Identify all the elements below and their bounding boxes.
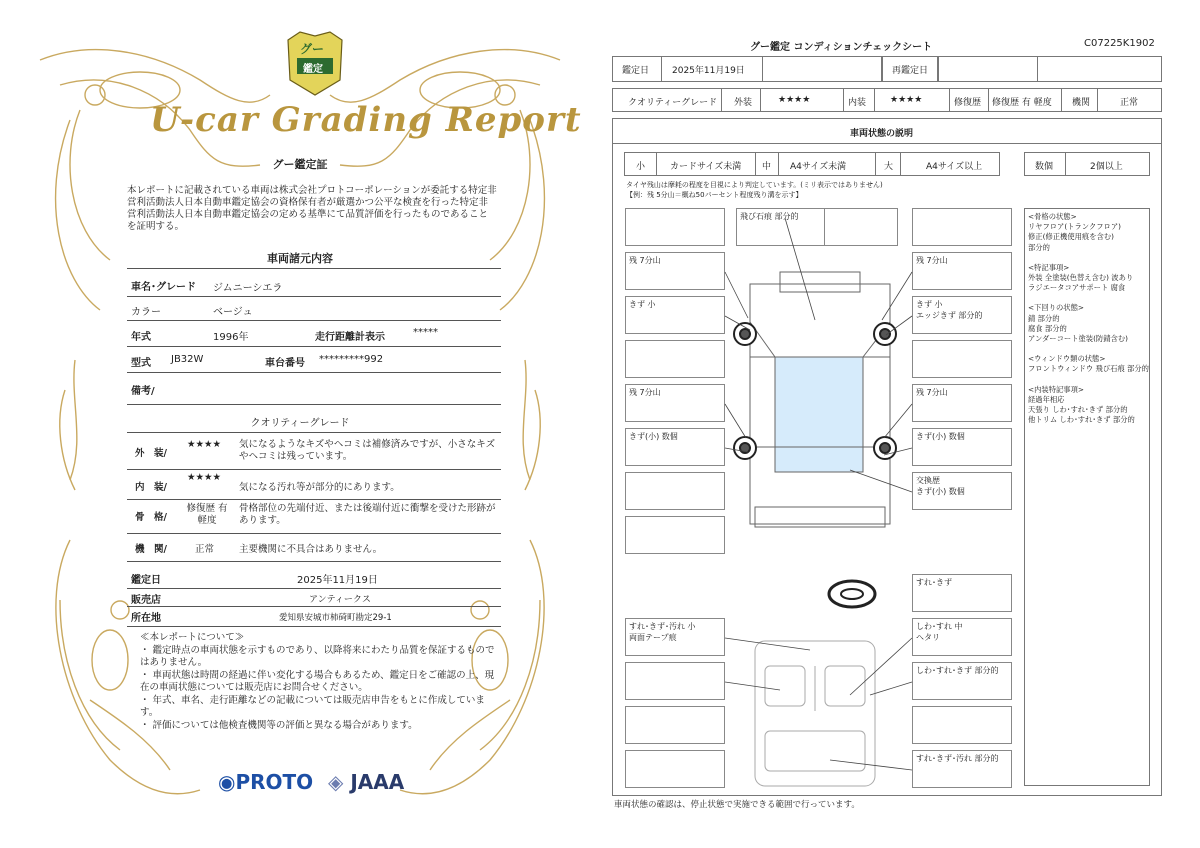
ext-box-left-2: きず 小: [625, 296, 725, 334]
spec-label: カラー: [131, 307, 161, 318]
ext-box-right-4: 残 7分山: [912, 384, 1012, 422]
report-script-title: U-car Grading Report: [150, 100, 582, 140]
specs-title: 車両諸元内容: [267, 252, 333, 265]
legend-large: 大: [884, 162, 894, 172]
quality-desc: 気になる汚れ等が部分的にあります。: [239, 482, 400, 493]
summary-line: 経過年相応: [1028, 394, 1065, 404]
proto-logo: ◉PROTO: [218, 770, 314, 794]
note-4: ・ 評価については他検査機関等の評価と異なる場合があります。: [140, 720, 418, 731]
spec-row-year: [127, 320, 501, 347]
tire-note-1: タイヤ残山は摩耗の程度を目視により判定しています。(ミリ表示ではありません): [626, 181, 883, 189]
legend-mid: 中: [762, 162, 772, 172]
date-label: 鑑定日: [131, 575, 161, 586]
condition-check-sheet: [600, 0, 1200, 848]
spec-value: 1996年: [213, 332, 249, 343]
spec-value: ジムニーシエラ: [213, 283, 283, 294]
grade-label: クオリティーグレード: [628, 98, 718, 108]
summary-line: 天張り しわ･すれ･きず 部分的: [1028, 405, 1128, 415]
jaaa-logo: ◈ JAAA: [328, 770, 405, 794]
summary-line: 外装 全塗装(色替え含む) 波あり: [1028, 273, 1134, 283]
int-box-right-2: しわ･すれ 中 ヘタリ: [912, 618, 1012, 656]
note-2: ・ 車両状態は時間の経過に伴い変化する場合もあるため、鑑定日をご確認の上、現在の車両状態については販売店にお問合せください。: [140, 670, 495, 693]
int-box-right-1: すれ･きず: [912, 574, 1012, 612]
address-row: [127, 606, 501, 627]
spec-value: *********992: [319, 354, 384, 365]
summary-line: アンダーコート塗装(防錆含む): [1028, 334, 1128, 344]
recheck-label: 再鑑定日: [892, 66, 929, 76]
dealer-row: [127, 588, 501, 607]
sheet-footer: 車両状態の確認は、停止状態で実施できる範囲で行っています。: [614, 800, 860, 810]
summary-text: [1028, 212, 1150, 425]
quality-grade: 修復歴 有 軽度: [186, 503, 228, 526]
divider: [127, 268, 501, 269]
quality-label: 内 装/: [135, 482, 167, 493]
spec-row-name: [127, 270, 501, 297]
summary-line: ラジエータコアサポート 腐食: [1028, 283, 1126, 293]
quality-row-interior: [127, 469, 501, 500]
spec-label: 備考/: [131, 386, 155, 397]
repair-label: 修復歴: [954, 98, 982, 108]
ext-box-right-5: きず(小) 数個: [912, 428, 1012, 466]
spec-label: 年式: [131, 332, 151, 343]
ext-box-right-2: きず 小 エッジきず 部分的: [912, 296, 1012, 334]
summary-line: [1028, 293, 1150, 303]
spec-row-model: [127, 346, 501, 373]
int-box-left-1: すれ･きず･汚れ 小 両面テープ痕: [625, 618, 725, 656]
summary-line: [1028, 253, 1150, 263]
quality-label: 骨 格/: [135, 512, 167, 523]
ext-box-left-1: 残 7分山: [625, 252, 725, 290]
summary-line: リヤフロア(トランクフロア): [1028, 222, 1121, 232]
summary-line: 部分的: [1028, 242, 1050, 252]
legend-small-desc: カードサイズ未満: [670, 162, 742, 172]
spec-value: *****: [413, 327, 438, 338]
summary-line: <骨格の状態>: [1028, 212, 1077, 221]
summary-line: 錆 部分的: [1028, 313, 1060, 323]
summary-line: <内装特記事項>: [1028, 384, 1085, 394]
legend-mid-desc: A4サイズ未満: [790, 162, 847, 172]
int-box-right-5: すれ･きず･汚れ 部分的: [912, 750, 1012, 788]
quality-row-exterior: [127, 433, 501, 470]
notes-title: ≪本レポートについて≫: [140, 632, 245, 643]
sheet-title: グー鑑定 コンディションチェックシート: [750, 42, 933, 53]
quality-grade: ★★★★: [187, 472, 222, 483]
legend-count-desc: 2個以上: [1090, 162, 1123, 172]
summary-line: 腐食 部分的: [1028, 323, 1067, 333]
ext-box-left-4: 残 7分山: [625, 384, 725, 422]
date-label: 鑑定日: [622, 66, 650, 76]
summary-line: フロントウィンドウ 飛び石痕 部分的: [1028, 364, 1149, 374]
quality-desc: 骨格部位の先端付近、または後端付近に衝撃を受けた形跡があります。: [239, 503, 496, 526]
int-label: 内装: [848, 98, 867, 108]
spec-row-color: [127, 296, 501, 321]
ext-value: ★★★★: [778, 95, 811, 105]
quality-desc: 主要機関に不具合はありません。: [239, 544, 383, 555]
dealer-label: 販売店: [131, 595, 161, 606]
spec-label: 車名･グレード: [131, 282, 196, 293]
spec-label: 車台番号: [265, 358, 305, 369]
quality-row-engine: [127, 533, 501, 562]
tire-note-2: 【例：残 5分山＝概ね50パーセント程度残り溝を示す】: [626, 191, 803, 199]
quality-desc: 気になるようなキズやヘコミは補修済みですが、小さなキズやヘコミは残っています。: [239, 439, 496, 462]
ext-label: 外装: [734, 98, 753, 108]
int-value: ★★★★: [890, 95, 923, 105]
summary-line: <下回りの状態>: [1028, 303, 1085, 313]
legend-small: 小: [636, 162, 646, 172]
ext-box-right-1: 残 7分山: [912, 252, 1012, 290]
summary-line: <特記事項>: [1028, 262, 1070, 272]
quality-grade: 正常: [195, 544, 215, 555]
note-3: ・ 年式、車名、走行距離などの記載については販売店申告をもとに作成しています。: [140, 695, 485, 718]
quality-label: 機 関/: [135, 544, 167, 555]
ext-box-top-mid: 飛び石痕 部分的: [736, 208, 836, 246]
sheet-code: C07225K1902: [1084, 38, 1155, 49]
quality-title: クオリティーグレード: [250, 418, 350, 429]
date-value: 2025年11月19日: [672, 66, 745, 76]
address-value: 愛知県安城市柿碕町勘定29-1: [279, 613, 392, 623]
ext-box-right-6: 交換歴 きず(小) 数個: [912, 472, 1012, 510]
spec-label: 走行距離計表示: [315, 332, 385, 343]
badge-bottom-text: 鑑定: [303, 64, 323, 75]
summary-line: [1028, 375, 1150, 385]
certificate-intro: 本レポートに記載されている車両は株式会社プロトコーポレーションが委託する特定非営利活動法人日本自動車鑑定協会の資格保有者が厳選かつ公平な検査を行った特定非営利活動法人日本自動車鑑定協会の定める基準にて品質評価を行ったものであることを証明する。: [127, 185, 497, 232]
date-value: 2025年11月19日: [297, 575, 378, 586]
address-label: 所在地: [131, 613, 161, 624]
legend-count-text: 数個: [1035, 162, 1054, 172]
certificate-heading: グー鑑定証: [272, 158, 328, 171]
quality-grade: ★★★★: [187, 439, 222, 450]
quality-label: 外 装/: [135, 448, 167, 459]
ext-box-left-5: きず(小) 数個: [625, 428, 725, 466]
summary-line: 修正(修正機使用痕を含む): [1028, 232, 1114, 242]
quality-row-frame: [127, 499, 501, 534]
engine-value: 正常: [1120, 98, 1139, 108]
badge-top-text: グー: [300, 42, 325, 56]
engine-label: 機関: [1072, 98, 1091, 108]
note-1: ・ 鑑定時点の車両状態を示すものであり、以降将来にわたり品質を保証するものではありません。: [140, 645, 495, 668]
date-row: [127, 566, 501, 589]
spec-value: JB32W: [171, 354, 204, 365]
spec-value: ベージュ: [213, 307, 253, 318]
spec-label: 型式: [131, 358, 151, 369]
legend-large-desc: A4サイズ以上: [926, 162, 983, 172]
summary-line: 他トリム しわ･すれ･きず 部分的: [1028, 415, 1135, 425]
summary-line: <ウィンドウ類の状態>: [1028, 354, 1106, 364]
spec-row-remarks: [127, 372, 501, 405]
section-title: 車両状態の説明: [850, 129, 914, 139]
summary-line: [1028, 344, 1150, 354]
repair-value: 修復歴 有 軽度: [992, 98, 1052, 108]
dealer-value: アンティークス: [309, 595, 371, 605]
int-box-right-3: しわ･すれ･きず 部分的: [912, 662, 1012, 700]
